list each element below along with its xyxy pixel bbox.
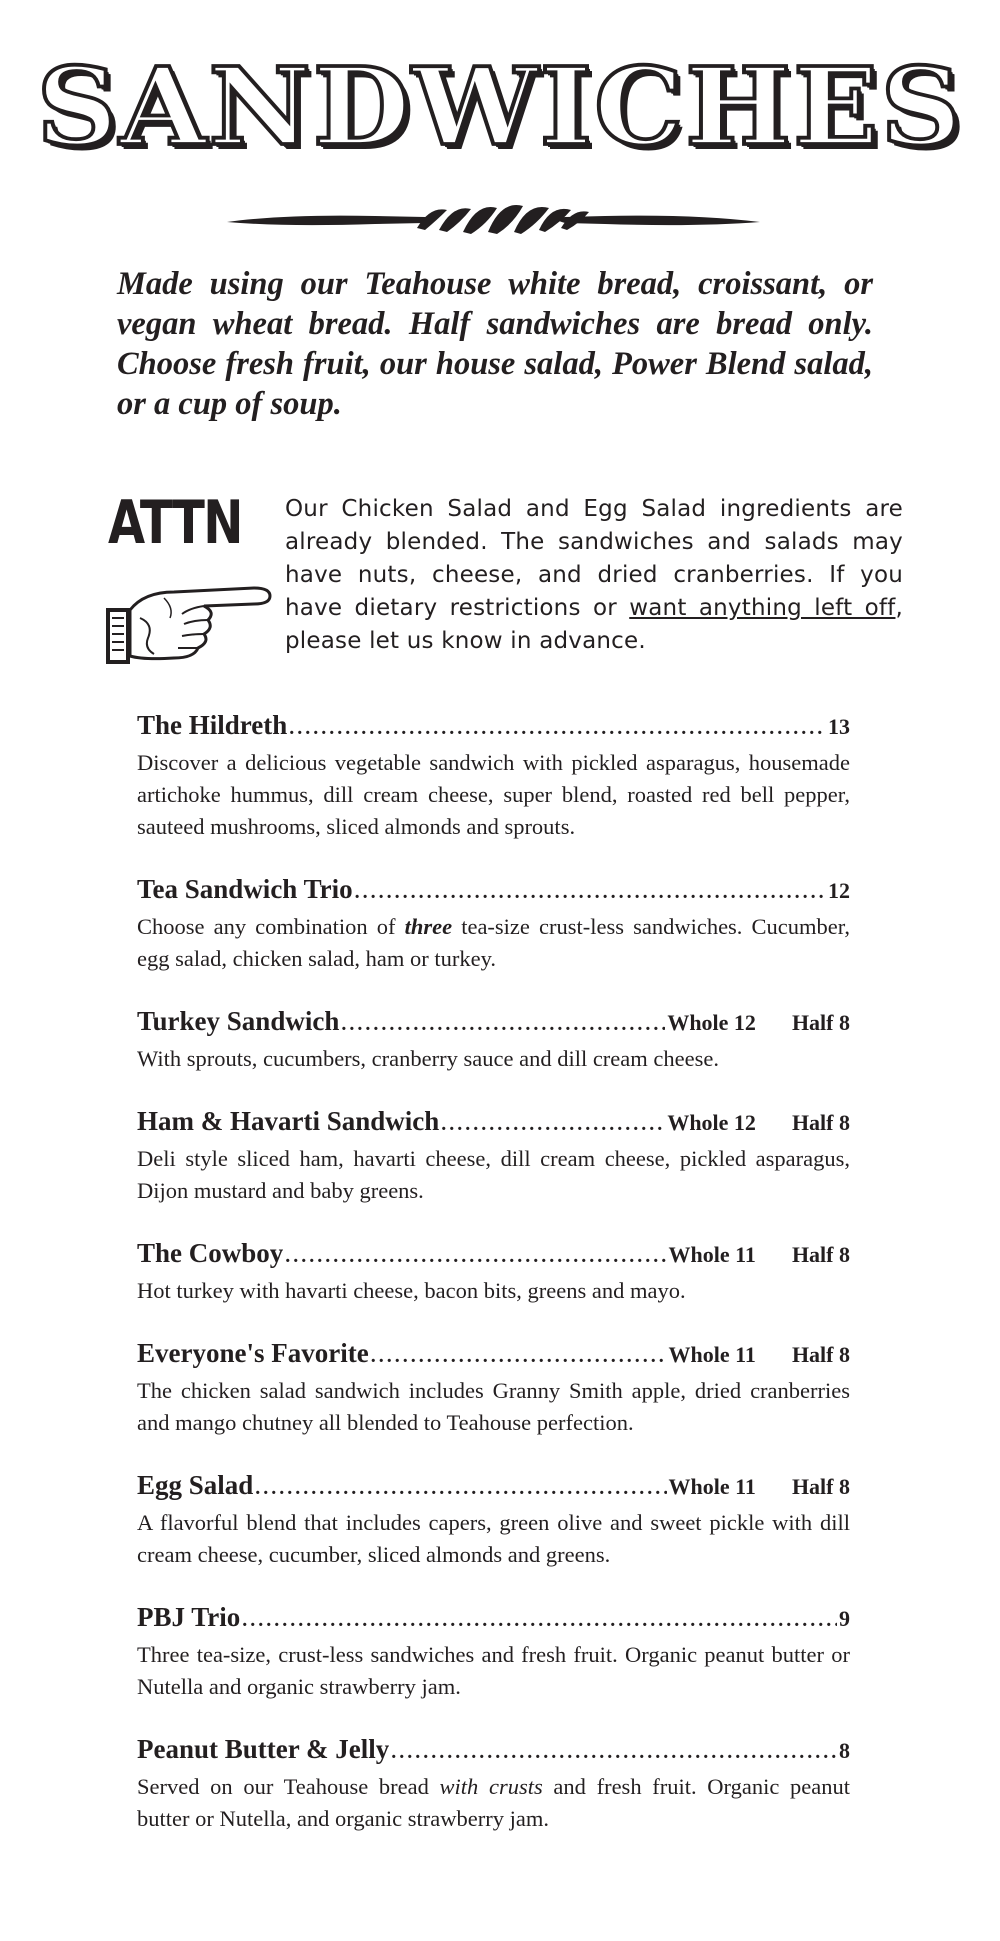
attn-text-underlined: want anything left off (629, 595, 896, 621)
item-name: The Cowboy (137, 1238, 284, 1268)
dot-leader (371, 1339, 667, 1373)
attn-notice (285, 493, 903, 658)
intro-paragraph: Made using our Teahouse white bread, croissant, or vegan wheat bread. Half sandwiches are bread only. Choose fresh fruit, our house salad, Power Blend salad, or a cup of soup. (117, 266, 873, 422)
menu-items (137, 708, 850, 1835)
dot-leader (441, 1107, 665, 1141)
dot-leader (341, 1007, 665, 1041)
item-description: Three tea-size, crust-less sandwiches and fresh fruit. Organic peanut butter or Nutella and organic strawberry jam. (137, 1642, 850, 1699)
attn-text-before: Our Chicken Salad and Egg Salad ingredients are already blended. The sandwiches and salads may have nuts, cheese, and dried cranberries. If you have dietary restrictions or (285, 496, 903, 621)
menu-item (137, 1004, 850, 1075)
item-price: 8 (839, 1738, 850, 1763)
item-description (137, 1771, 850, 1835)
decorative-flourish-icon (225, 200, 760, 240)
item-price-half: Half 8 (791, 1242, 850, 1267)
item-description: The chicken salad sandwich includes Granny Smith apple, dried cranberries and mango chutney all blended to Teahouse perfection. (137, 1378, 850, 1435)
attn-text-after: , please let us know in advance. (285, 595, 903, 654)
menu-item (137, 708, 850, 843)
item-price-half: Half 8 (791, 1342, 850, 1367)
attn-label: ATTN (108, 488, 242, 558)
item-description-emphasis: with crusts (439, 1774, 543, 1799)
item-name: Peanut Butter & Jelly (137, 1734, 390, 1764)
item-price-whole: Whole 12 (667, 1110, 756, 1135)
item-description-part: and fresh fruit. Organic peanut butter or Nutella, and organic strawberry jam. (137, 1774, 850, 1831)
menu-item (137, 1600, 850, 1703)
item-description: With sprouts, cucumbers, cranberry sauce and dill cream cheese. (137, 1046, 719, 1071)
menu-item (137, 1336, 850, 1439)
pointing-hand-icon (104, 578, 274, 668)
item-price-whole: Whole 11 (668, 1242, 756, 1267)
item-price-whole: Whole 11 (668, 1342, 756, 1367)
menu-item (137, 1104, 850, 1207)
item-description-part: Served on our Teahouse bread (137, 1774, 440, 1799)
menu-item (137, 1236, 850, 1307)
menu-item (137, 1732, 850, 1835)
dot-leader (285, 1239, 666, 1273)
dot-leader (289, 711, 826, 745)
item-name: PBJ Trio (137, 1602, 241, 1632)
dot-leader (255, 1471, 666, 1505)
item-name: Everyone's Favorite (137, 1338, 369, 1368)
item-description: Deli style sliced ham, havarti cheese, dill cream cheese, pickled asparagus, Dijon mustard and baby greens. (137, 1146, 850, 1203)
dot-leader (391, 1735, 837, 1769)
item-price: 12 (828, 878, 850, 903)
item-description (137, 911, 850, 975)
item-price-half: Half 8 (791, 1010, 850, 1035)
item-description: Hot turkey with havarti cheese, bacon bits, greens and mayo. (137, 1278, 686, 1303)
item-name: The Hildreth (137, 710, 288, 740)
item-description: Discover a delicious vegetable sandwich with pickled asparagus, housemade artichoke hummus, dill cream cheese, super blend, roasted red bell pepper, sauteed mushrooms, sliced almonds and sprouts. (137, 750, 850, 839)
item-price: 9 (839, 1606, 850, 1631)
page-title-wrap (0, 45, 1000, 170)
item-price-half: Half 8 (791, 1110, 850, 1135)
item-description-emphasis: three (404, 914, 453, 939)
item-price-whole: Whole 11 (668, 1474, 756, 1499)
item-description: A flavorful blend that includes capers, green olive and sweet pickle with dill cream cheese, cucumber, sliced almonds and greens. (137, 1510, 850, 1567)
item-price-half: Half 8 (791, 1474, 850, 1499)
dot-leader (355, 875, 826, 909)
item-name: Tea Sandwich Trio (137, 874, 353, 904)
dot-leader (242, 1603, 837, 1637)
item-name: Ham & Havarti Sandwich (137, 1106, 440, 1136)
item-description-part: Choose any combination of (137, 914, 405, 939)
page-title: SANDWICHES (36, 45, 964, 170)
menu-item (137, 872, 850, 975)
item-name: Egg Salad (137, 1470, 254, 1500)
item-description-part: tea-size crust-less sandwiches. Cucumber, egg salad, chicken salad, ham or turkey. (137, 914, 850, 971)
item-price-whole: Whole 12 (667, 1010, 756, 1035)
item-name: Turkey Sandwich (137, 1006, 340, 1036)
menu-item (137, 1468, 850, 1571)
item-price: 13 (828, 714, 850, 739)
